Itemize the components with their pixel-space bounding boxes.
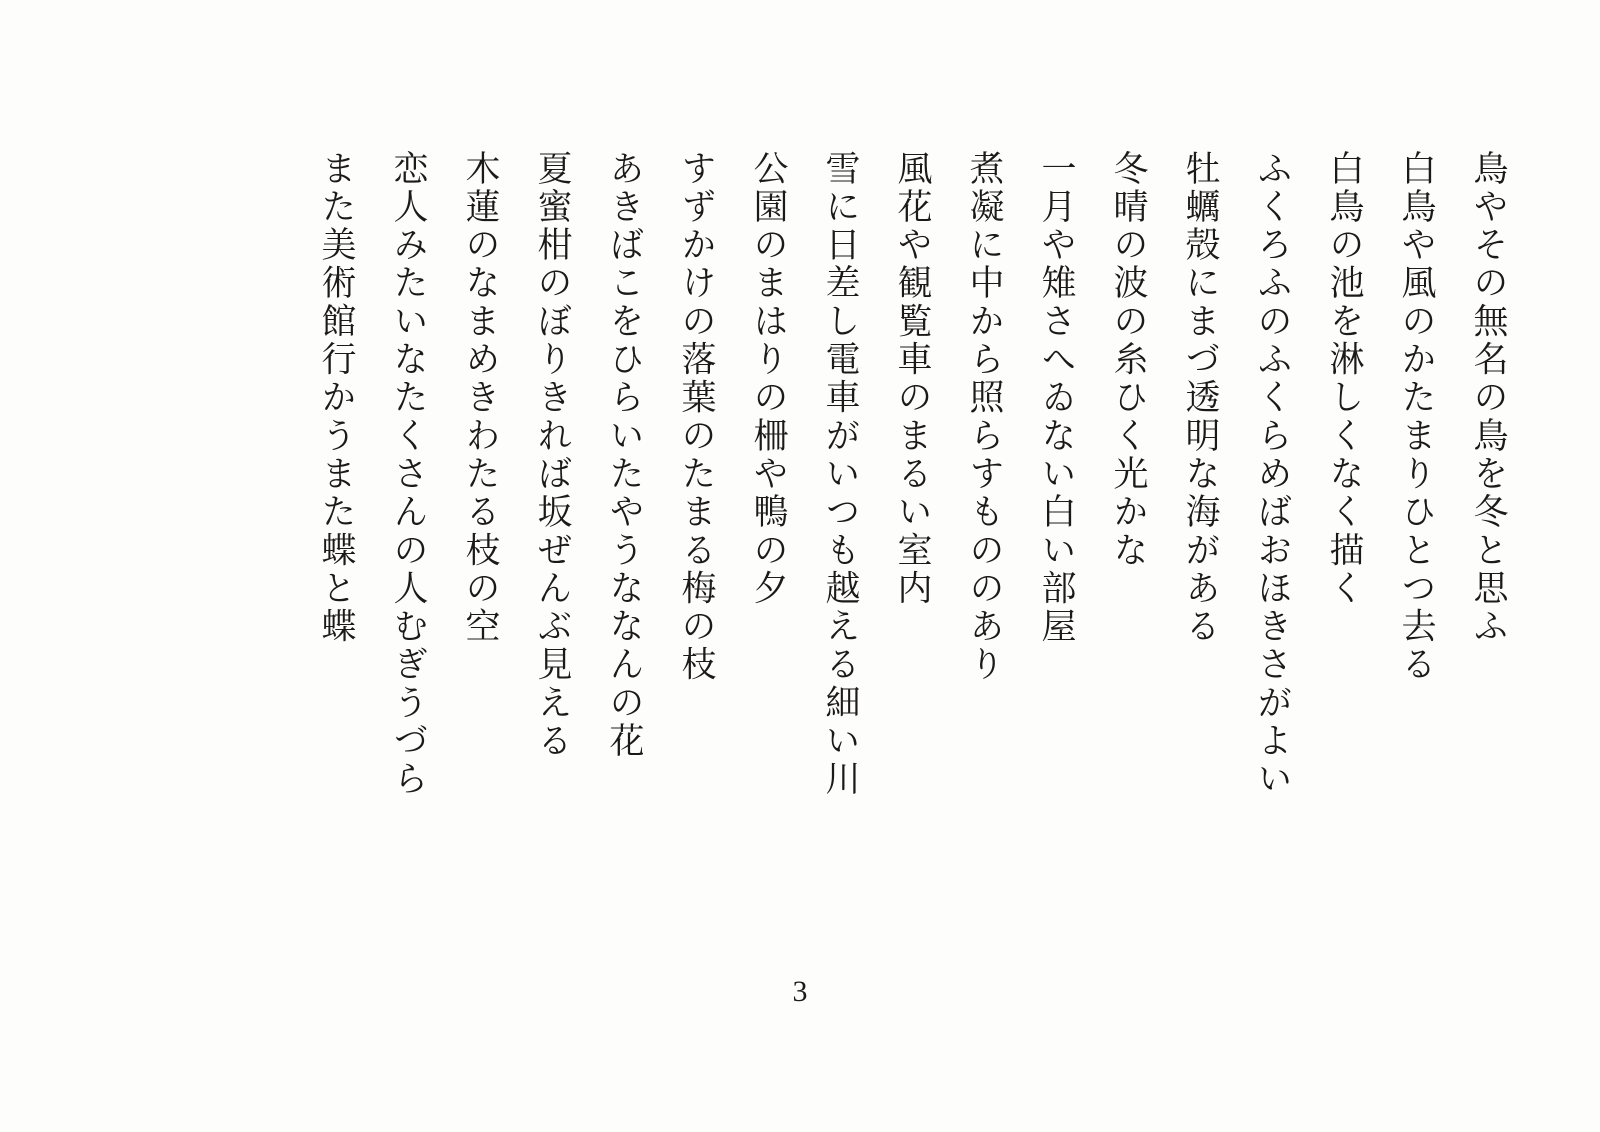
poem-line: 鳥やその無名の鳥を冬と思ふ — [1468, 150, 1508, 646]
poem-line: 煮凝に中から照らすもののあり — [964, 150, 1004, 685]
poem-column-block — [60, 150, 1508, 850]
poem-line: 恋人みたいなたくさんの人むぎうづら — [388, 150, 428, 799]
poem-line: また美術館行かうまた蝶と蝶 — [316, 150, 356, 646]
poem-line: 風花や観覧車のまるい室内 — [892, 150, 932, 608]
poem-line: あきばこをひらいたやうななんの花 — [604, 150, 644, 761]
poem-line: 夏蜜柑のぼりきれば坂ぜんぶ見える — [532, 150, 572, 761]
poem-line: すずかけの落葉のたまる梅の枝 — [676, 150, 716, 685]
poem-line: 公園のまはりの柵や鴨の夕 — [748, 150, 788, 608]
page-number: 3 — [792, 975, 808, 1008]
poem-line: 白鳥の池を淋しくなく描く — [1324, 150, 1364, 608]
poem-line: 木蓮のなまめきわたる枝の空 — [460, 150, 500, 646]
poem-line: 一月や雉さへゐない白い部屋 — [1036, 150, 1076, 646]
poem-line: 冬晴の波の糸ひく光かな — [1108, 150, 1148, 570]
poem-line: 白鳥や風のかたまりひとつ去る — [1396, 150, 1436, 685]
poem-line: 雪に日差し電車がいつも越える細い川 — [820, 150, 860, 799]
poem-line: 牡蠣殻にまづ透明な海がある — [1180, 150, 1220, 646]
poem-line: ふくろふのふくらめばおほきさがよい — [1252, 150, 1292, 799]
